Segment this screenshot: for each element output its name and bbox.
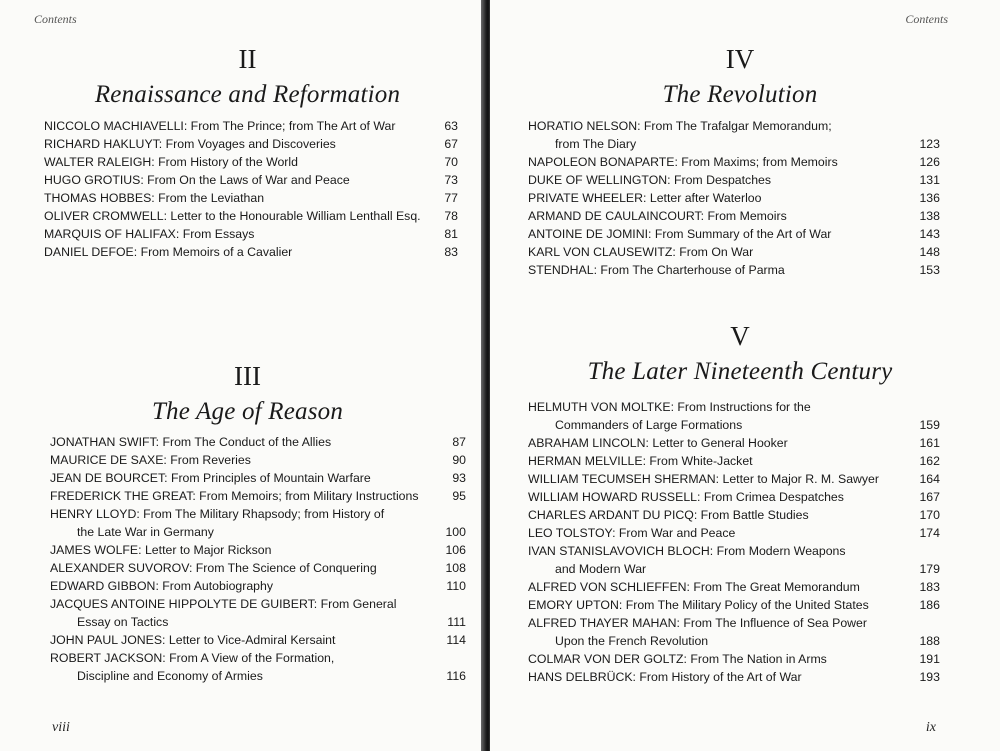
toc-entry — [50, 487, 466, 505]
toc-entry-text: ABRAHAM LINCOLN: Letter to General Hooker — [528, 436, 788, 450]
toc-entry — [528, 614, 940, 650]
part-numeral: III — [234, 361, 261, 391]
toc-entry-text: EDWARD GIBBON: From Autobiography — [50, 579, 274, 593]
toc-entry-continuation: and Modern War — [555, 562, 647, 576]
toc-entry — [528, 452, 940, 470]
toc-entry — [528, 261, 940, 279]
toc-page-number: 131 — [919, 173, 940, 187]
part-heading — [60, 361, 435, 427]
toc-page-number: 162 — [919, 454, 940, 468]
part-title: Renaissance and Reformation — [94, 81, 401, 108]
toc-entry-continuation: Commanders of Large Formations — [555, 418, 743, 432]
part-heading — [530, 44, 950, 110]
toc-page-number: 174 — [919, 526, 940, 540]
toc-entry — [528, 488, 940, 506]
part-numeral: II — [238, 44, 257, 74]
toc-entry — [50, 649, 466, 685]
toc-entry-text: STENDHAL: From The Charterhouse of Parma — [528, 263, 785, 277]
left-page — [0, 0, 483, 751]
right-page — [490, 0, 1000, 751]
toc-entry-text: JEAN DE BOURCET: From Principles of Mountain Warfare — [50, 471, 371, 485]
toc-entry-text: DUKE OF WELLINGTON: From Despatches — [528, 173, 772, 187]
toc-entry — [528, 578, 940, 596]
toc-entry — [528, 470, 940, 488]
part-heading — [530, 321, 950, 387]
toc-page-number: 138 — [919, 209, 940, 223]
toc-entry-text: PRIVATE WHEELER: Letter after Waterloo — [528, 191, 762, 205]
toc-entry — [50, 541, 466, 559]
toc-entry-text: NICCOLO MACHIAVELLI: From The Prince; from The Art of War — [44, 119, 396, 133]
toc-entry — [528, 171, 940, 189]
page-number: ix — [925, 720, 936, 735]
toc-entry-continuation: Discipline and Economy of Armies — [77, 669, 263, 683]
toc-entry — [528, 207, 940, 225]
toc-page-number: 95 — [452, 489, 466, 503]
toc-entry-text: DANIEL DEFOE: From Memoirs of a Cavalier — [44, 245, 293, 259]
toc-entry-text: EMORY UPTON: From The Military Policy of the United States — [528, 598, 869, 612]
toc-entry-text: OLIVER CROMWELL: Letter to the Honourable William Lenthall Esq. — [44, 209, 421, 223]
toc-entry — [44, 117, 458, 135]
toc-entry — [528, 650, 940, 668]
part-title: The Age of Reason — [151, 398, 344, 425]
part-numeral: V — [730, 321, 750, 351]
toc-page-number: 63 — [444, 119, 458, 133]
toc-page-number: 110 — [446, 579, 466, 593]
toc-page-number: 159 — [919, 418, 940, 432]
toc-list — [44, 117, 458, 261]
toc-entry — [50, 559, 466, 577]
toc-page-number: 186 — [919, 598, 940, 612]
toc-entry — [528, 542, 940, 578]
toc-entry-text: JACQUES ANTOINE HIPPOLYTE DE GUIBERT: From General — [50, 597, 397, 611]
toc-entry-text: ALEXANDER SUVOROV: From The Science of Conquering — [50, 561, 377, 575]
toc-page-number: 167 — [919, 490, 940, 504]
toc-list — [528, 398, 940, 686]
toc-page-number: 87 — [452, 435, 466, 449]
toc-entry — [528, 524, 940, 542]
toc-page-number: 73 — [444, 173, 458, 187]
toc-page-number: 93 — [452, 471, 466, 485]
toc-page-number: 148 — [919, 245, 940, 259]
toc-entry — [44, 243, 458, 261]
toc-entry-text: KARL VON CLAUSEWITZ: From On War — [528, 245, 754, 259]
running-head: Contents — [905, 12, 948, 26]
toc-page-number: 179 — [919, 562, 940, 576]
toc-entry-text: COLMAR VON DER GOLTZ: From The Nation in Arms — [528, 652, 827, 666]
toc-entry-text: WILLIAM TECUMSEH SHERMAN: Letter to Major R. M. Sawyer — [528, 472, 879, 486]
toc-entry-text: WILLIAM HOWARD RUSSELL: From Crimea Despatches — [528, 490, 844, 504]
toc-entry-text: HERMAN MELVILLE: From White-Jacket — [528, 454, 753, 468]
toc-entry — [528, 243, 940, 261]
toc-page-number: 153 — [919, 263, 940, 277]
toc-entry — [528, 189, 940, 207]
toc-entry — [44, 189, 458, 207]
toc-entry-text: ARMAND DE CAULAINCOURT: From Memoirs — [528, 209, 787, 223]
toc-page-number: 183 — [919, 580, 940, 594]
toc-entry-text: JAMES WOLFE: Letter to Major Rickson — [50, 543, 272, 557]
part-numeral: IV — [725, 44, 755, 74]
toc-entry — [44, 171, 458, 189]
toc-entry — [50, 451, 466, 469]
running-head: Contents — [34, 12, 77, 26]
toc-entry — [44, 225, 458, 243]
toc-page-number: 83 — [444, 245, 458, 259]
toc-page-number: 188 — [919, 634, 940, 648]
toc-page-number: 136 — [919, 191, 940, 205]
toc-entry — [50, 595, 466, 631]
toc-page-number: 116 — [446, 669, 466, 683]
toc-page-number: 191 — [919, 652, 940, 666]
toc-entry-text: CHARLES ARDANT DU PICQ: From Battle Studies — [528, 508, 809, 522]
toc-page-number: 100 — [445, 525, 466, 539]
toc-entry-continuation: the Late War in Germany — [77, 525, 214, 539]
toc-entry — [50, 631, 466, 649]
toc-entry — [528, 225, 940, 243]
toc-entry — [50, 577, 466, 595]
toc-entry-text: IVAN STANISLAVOVICH BLOCH: From Modern Weapons — [528, 544, 846, 558]
toc-entry-continuation: Upon the French Revolution — [555, 634, 709, 648]
toc-page-number: 193 — [919, 670, 940, 684]
toc-page-number: 114 — [446, 633, 466, 647]
toc-page-number: 77 — [444, 191, 458, 205]
toc-entry-text: JOHN PAUL JONES: Letter to Vice-Admiral Kersaint — [50, 633, 336, 647]
toc-entry-text: LEO TOLSTOY: From War and Peace — [528, 526, 736, 540]
toc-entry-text: HENRY LLOYD: From The Military Rhapsody; from History of — [50, 507, 385, 521]
toc-page-number: 67 — [444, 137, 458, 151]
toc-page-number: 70 — [444, 155, 458, 169]
toc-page-number: 81 — [444, 227, 458, 241]
toc-entry-text: JONATHAN SWIFT: From The Conduct of the Allies — [50, 435, 332, 449]
toc-entry-continuation: Essay on Tactics — [77, 615, 169, 629]
toc-page-number: 111 — [447, 615, 466, 629]
toc-entry — [50, 505, 466, 541]
toc-entry — [528, 668, 940, 686]
toc-list — [50, 433, 466, 685]
toc-entry-continuation: from The Diary — [555, 137, 637, 151]
toc-entry-text: FREDERICK THE GREAT: From Memoirs; from Military Instructions — [50, 489, 419, 503]
toc-page-number: 170 — [919, 508, 940, 522]
toc-entry — [44, 135, 458, 153]
toc-entry-text: HUGO GROTIUS: From On the Laws of War and Peace — [44, 173, 350, 187]
toc-entry-text: ANTOINE DE JOMINI: From Summary of the Art of War — [528, 227, 832, 241]
toc-entry — [528, 398, 940, 434]
part-heading — [60, 44, 435, 110]
toc-entry — [528, 596, 940, 614]
toc-list — [528, 117, 940, 279]
toc-entry — [44, 153, 458, 171]
toc-entry-text: ROBERT JACKSON: From A View of the Formation, — [50, 651, 335, 665]
toc-entry-text: WALTER RALEIGH: From History of the World — [44, 155, 298, 169]
toc-page-number: 161 — [919, 436, 940, 450]
toc-entry — [528, 117, 940, 153]
toc-entry — [44, 207, 458, 225]
toc-entry-text: HELMUTH VON MOLTKE: From Instructions for the — [528, 400, 811, 414]
toc-entry-text: ALFRED THAYER MAHAN: From The Influence of Sea Power — [528, 616, 867, 630]
toc-page-number: 123 — [919, 137, 940, 151]
toc-page-number: 143 — [919, 227, 940, 241]
page-number: viii — [52, 720, 70, 735]
toc-entry-text: THOMAS HOBBES: From the Leviathan — [44, 191, 265, 205]
toc-entry — [528, 153, 940, 171]
part-title: The Revolution — [662, 81, 818, 108]
toc-entry-text: MAURICE DE SAXE: From Reveries — [50, 453, 251, 467]
toc-page-number: 78 — [444, 209, 458, 223]
toc-entry-text: HORATIO NELSON: From The Trafalgar Memorandum; — [528, 119, 832, 133]
toc-page-number: 164 — [919, 472, 940, 486]
part-title: The Later Nineteenth Century — [587, 358, 893, 385]
toc-entry-text: ALFRED VON SCHLIEFFEN: From The Great Memorandum — [528, 580, 860, 594]
toc-entry — [528, 434, 940, 452]
toc-page-number: 108 — [445, 561, 466, 575]
toc-entry-text: HANS DELBRÜCK: From History of the Art of War — [528, 670, 802, 684]
toc-entry — [50, 469, 466, 487]
toc-entry-text: MARQUIS OF HALIFAX: From Essays — [44, 227, 255, 241]
toc-page-number: 106 — [445, 543, 466, 557]
toc-entry — [50, 433, 466, 451]
toc-page-number: 90 — [452, 453, 466, 467]
toc-entry-text: RICHARD HAKLUYT: From Voyages and Discoveries — [44, 137, 336, 151]
toc-page-number: 126 — [919, 155, 940, 169]
toc-entry-text: NAPOLEON BONAPARTE: From Maxims; from Memoirs — [528, 155, 838, 169]
toc-entry — [528, 506, 940, 524]
